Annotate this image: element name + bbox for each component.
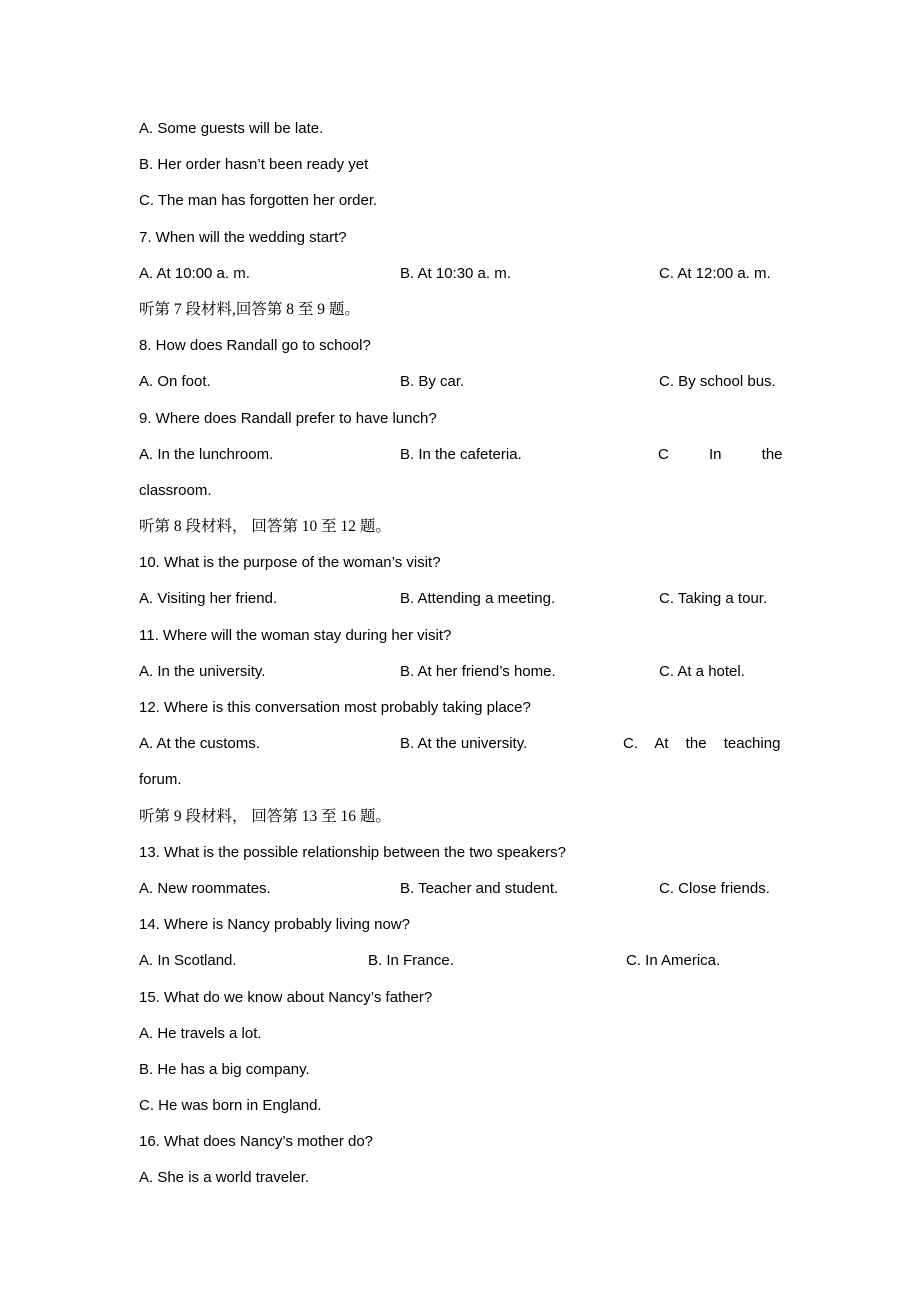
line-4-question: 7. When will the wedding start? [139, 228, 347, 246]
line-20-section: 听第 9 段材料， 回答第 13 至 16 题。 [139, 807, 391, 825]
line-16-option-row [139, 654, 920, 690]
line-24-option-row [139, 943, 920, 979]
option-a: A. At 10:00 a. m. [139, 264, 250, 282]
line-23-question: 14. Where is Nancy probably living now? [139, 916, 410, 934]
line-11-continuation: classroom. [139, 481, 212, 499]
line-8-option-row [139, 364, 920, 400]
option-b: B. At 10:30 a. m. [400, 264, 511, 282]
line-22-option-row [139, 871, 920, 907]
option-b: B. At the university. [400, 735, 528, 753]
line-15-question: 11. Where will the woman stay during her visit? [139, 626, 452, 644]
line-10-option-row [139, 437, 920, 473]
line-14-option-row [139, 581, 920, 617]
option-a: A. In the university. [139, 662, 266, 680]
option-b: B. In France. [368, 952, 454, 970]
line-1-option: A. Some guests will be late. [139, 120, 324, 137]
line-29-question: 16. What does Nancy’s mother do? [139, 1133, 374, 1151]
line-18-option-row [139, 726, 920, 762]
option-a: A. At the customs. [139, 735, 260, 753]
option-b: B. At her friend’s home. [400, 662, 556, 680]
line-30-option: A. She is a world traveler. [139, 1169, 310, 1187]
line-6-section: 听第 7 段材料,回答第 8 至 9 题。 [139, 300, 360, 318]
option-a: A. Visiting her friend. [139, 590, 278, 608]
option-c: C. Close friends. [659, 879, 770, 897]
line-9-question: 9. Where does Randall prefer to have lunch? [139, 409, 437, 427]
document-body [139, 111, 920, 1197]
line-2-option: B. Her order hasn’t been ready yet [139, 156, 369, 174]
option-c: C In the [658, 445, 783, 463]
option-c: C. At 12:00 a. m. [659, 264, 771, 282]
line-17-question: 12. Where is this conversation most probably taking place? [139, 699, 531, 716]
option-c: C. By school bus. [659, 373, 776, 391]
line-25-question: 15. What do we know about Nancy’s father? [139, 988, 433, 1006]
line-5-option-row [139, 256, 920, 292]
option-a: A. In Scotland. [139, 952, 237, 970]
option-c: C. At the teaching [623, 735, 781, 753]
option-b: B. Attending a meeting. [400, 590, 556, 608]
line-21-question: 13. What is the possible relationship between the two speakers? [139, 843, 566, 861]
line-26-option: A. He travels a lot. [139, 1024, 262, 1042]
line-27-option: B. He has a big company. [139, 1060, 310, 1078]
option-a: A. On foot. [139, 373, 211, 391]
line-7-question: 8. How does Randall go to school? [139, 337, 371, 355]
option-c: C. At a hotel. [659, 662, 745, 680]
line-28-option: C. He was born in England. [139, 1097, 322, 1115]
option-c: C. In America. [626, 952, 721, 970]
option-a: A. New roommates. [139, 879, 271, 897]
line-3-option: C. The man has forgotten her order. [139, 192, 378, 210]
option-b: B. By car. [400, 373, 465, 391]
option-c: C. Taking a tour. [659, 590, 768, 608]
option-a: A. In the lunchroom. [139, 445, 274, 463]
option-b: B. In the cafeteria. [400, 445, 522, 463]
line-12-section: 听第 8 段材料， 回答第 10 至 12 题。 [139, 518, 391, 536]
option-b: B. Teacher and student. [400, 879, 559, 897]
line-13-question: 10. What is the purpose of the woman’s visit? [139, 554, 441, 572]
line-19-continuation: forum. [139, 771, 182, 789]
